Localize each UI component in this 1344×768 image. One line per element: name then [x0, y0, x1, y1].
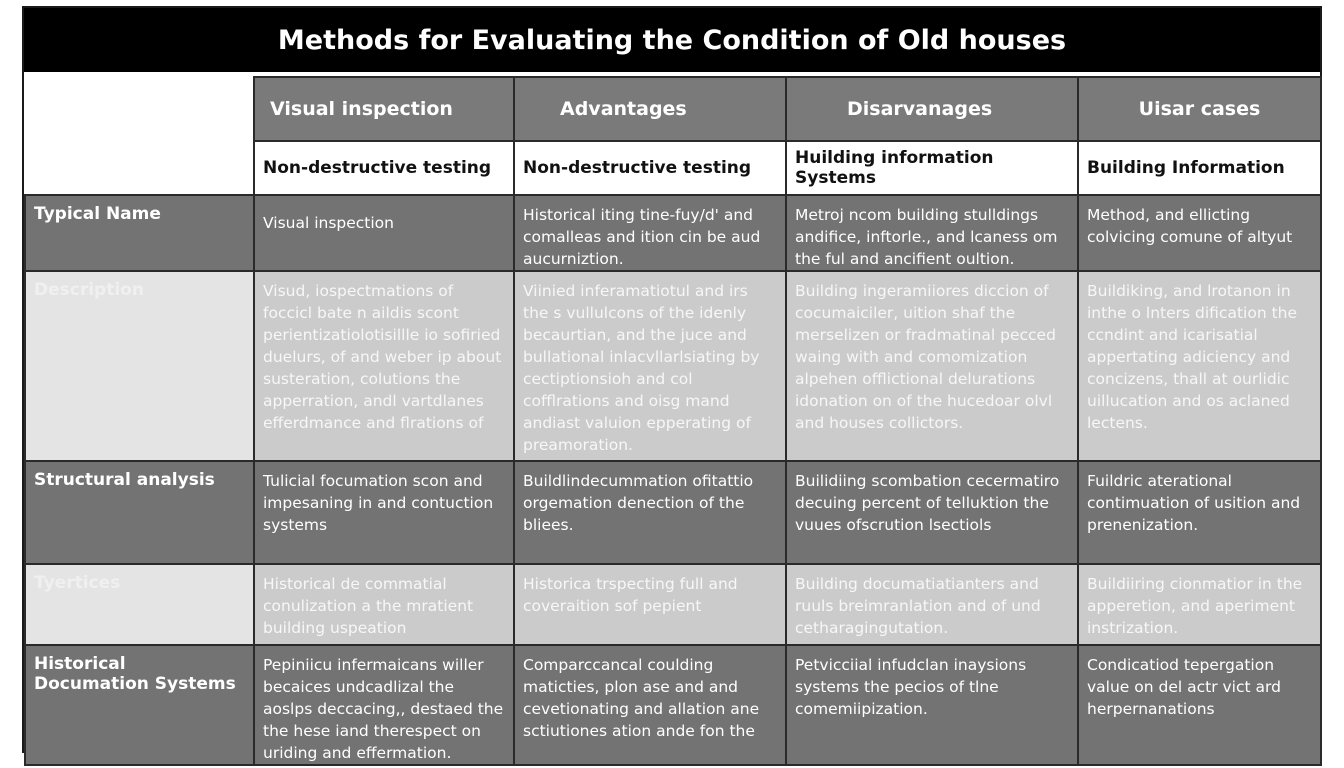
table-cell: Building ingeramiiores diccion of cocumaiciler, uition shaf the merselizen or fradmatinal pecced waing with and comomization alpehen offlictional delurations idonation on of the hucedoar olvl and houses collictors. [786, 271, 1078, 461]
column-subheader: Building Information [1078, 141, 1321, 195]
table-cell: Visud, iospectmations of foccicl bate n aildis scont perientizatiolotisillle io sofiried duelurs, of and weber ip about susteration, colutions the apperration, andl vartdlanes efferdmance and flrations of [254, 271, 514, 461]
table-row [25, 564, 1321, 645]
table-row [25, 645, 1321, 765]
table-cell: Condicatiod tepergation value on del actr vict ard herpernanations [1078, 645, 1321, 765]
column-header: Disarvanages [786, 77, 1078, 141]
table-cell: Historical de commatial conulization a the mratient building uspeation [254, 564, 514, 645]
corner-blank-cell [25, 77, 254, 195]
table-cell: Visual inspection [254, 195, 514, 271]
table-row [25, 271, 1321, 461]
table-cell: Metroj ncom building stulldings andifice, inftorle., and lcaness om the ful and ancifient oultion. [786, 195, 1078, 271]
row-label: Historical Documation Systems [25, 645, 254, 765]
column-header: Advantages [514, 77, 786, 141]
table-cell: Method, and ellicting colvicing comune of altyut [1078, 195, 1321, 271]
table-cell: Viinied inferamatiotul and irs the s vullulcons of the idenly becaurtian, and the juce and bullational inlacvllarlsiating by cectiptionsioh and col cofflrations and oisg mand andiast valuion epperating of preamoration. [514, 271, 786, 461]
column-subheader: Non-destructive testing [514, 141, 786, 195]
header-row [25, 77, 1321, 141]
table-cell: Buildlindecummation ofitattio orgemation denection of the bliees. [514, 461, 786, 564]
table-cell: Buildiiring cionmatior in the apperetion, and aperiment instrization. [1078, 564, 1321, 645]
table-cell: Builidiing scombation cecermatiro decuing percent of telluktion the vuues ofscrution lsectiols [786, 461, 1078, 564]
row-label: Structural analysis [25, 461, 254, 564]
column-header: Visual inspection [254, 77, 514, 141]
table-cell: Buildiking, and lrotanon in inthe o lnters dification the ccndint and icarisatial appertating adiciency and concizens, thall at ourlidic uillucation and os aclaned lectens. [1078, 271, 1321, 461]
row-label: Tyertices [25, 564, 254, 645]
methods-table [24, 76, 1322, 766]
table-cell: Comparccancal coulding maticties, plon ase and and cevetionating and allation ane sctiutiones ation ande fon the [514, 645, 786, 765]
table-cell: Petvicciial infudclan inaysions systems the pecios of tlne comemiipization. [786, 645, 1078, 765]
table-cell: Tulicial focumation scon and impesaning in and contuction systems [254, 461, 514, 564]
comparison-table-frame [22, 6, 1322, 762]
column-header: Uisar cases [1078, 77, 1321, 141]
row-label: Typical Name [25, 195, 254, 271]
table-row [25, 461, 1321, 564]
table-cell: Pepiniicu infermaicans willer becaices undcadlizal the aoslps deccacing,, destaed the the hese iand therespect on uriding and effermation. [254, 645, 514, 765]
row-label: Description [25, 271, 254, 461]
table-row [25, 195, 1321, 271]
column-subheader: Non-destructive testing [254, 141, 514, 195]
table-title: Methods for Evaluating the Condition of Old houses [24, 8, 1320, 76]
table-cell: Building documatiatianters and ruuls breimranlation and of und cetharagingutation. [786, 564, 1078, 645]
table-cell: Fuildric aterational contimuation of usition and prenenization. [1078, 461, 1321, 564]
table-cell: Historical iting tine-fuy/d' and comalleas and ition cin be aud aucurniztion. [514, 195, 786, 271]
column-subheader: Huilding information Systems [786, 141, 1078, 195]
table-cell: Historica trspecting full and coveraition sof pepient [514, 564, 786, 645]
